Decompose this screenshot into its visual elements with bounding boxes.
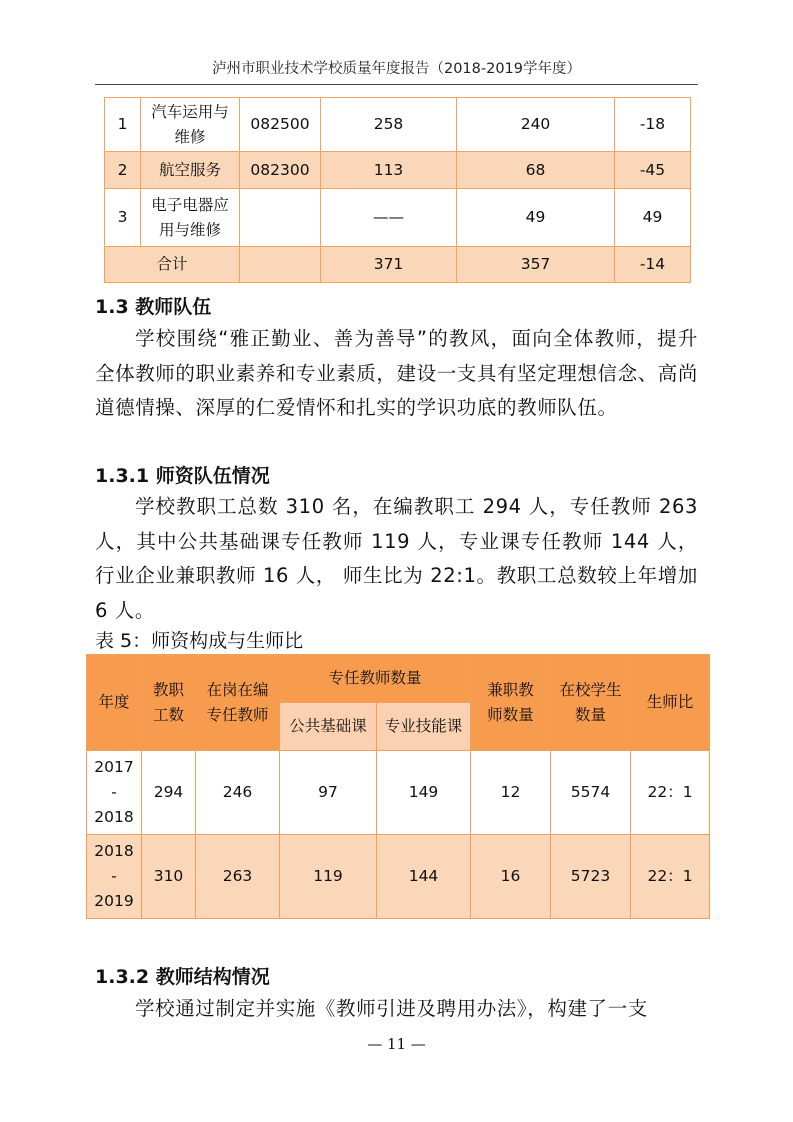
header-fulltime: [196, 655, 280, 751]
header-line: 数量: [575, 705, 607, 724]
cell-skill: 144: [377, 835, 471, 919]
paragraph-text: 学校围绕“雅正勤业、善为善导”的教风，面向全体教师，提升全体教师的职业素养和专业素质，建设一支具有坚定理想信念、高尚道德情操、深厚的仁爱情怀和扎实的学识功底的教师队伍。: [95, 327, 699, 419]
cell-ratio: 22：1: [631, 751, 710, 835]
cell-no: 1: [105, 98, 141, 152]
cell-major-name-line: 维修: [174, 127, 206, 146]
cell-value-a: 113: [321, 152, 457, 189]
cell-diff: -45: [615, 152, 691, 189]
cell-students: 5574: [551, 751, 631, 835]
page-header: 泸州市职业技术学校质量年度报告（2018-2019学年度）: [95, 58, 698, 85]
cell-parttime: 16: [471, 835, 551, 919]
section-heading: 1.3.2 教师结构情况: [95, 966, 270, 988]
header-line: 专任教师: [206, 705, 269, 724]
cell-major-name-line: 用与维修: [158, 220, 221, 239]
table-row: [105, 189, 691, 247]
cell-value-b: 49: [457, 189, 615, 247]
header-line: 工数: [152, 705, 184, 724]
cell-code: 082500: [240, 98, 321, 152]
section-heading: 1.3.1 师资队伍情况: [95, 465, 270, 487]
majors-table: [104, 97, 691, 283]
cell-fulltime: 263: [196, 835, 280, 919]
cell-value-a: ——: [321, 189, 457, 247]
cell-value-b: 357: [457, 247, 615, 283]
cell-staff: 310: [142, 835, 196, 919]
cell-staff: 294: [142, 751, 196, 835]
cell-no: 2: [105, 152, 141, 189]
year-line: -: [111, 867, 117, 885]
header-fulltime-group: 专任教师数量: [280, 655, 471, 703]
cell-value-a: 371: [321, 247, 457, 283]
cell-value-b: 240: [457, 98, 615, 152]
header-line: 教职: [152, 680, 184, 699]
cell-diff: -18: [615, 98, 691, 152]
cell-public: 119: [280, 835, 377, 919]
page-number: — 11 —: [367, 1035, 426, 1053]
cell-code: 082300: [240, 152, 321, 189]
table-row: [105, 98, 691, 152]
cell-diff: -14: [615, 247, 691, 283]
year-line: 2018: [94, 842, 134, 860]
cell-no: 3: [105, 189, 141, 247]
header-skill: 专业技能课: [377, 703, 471, 751]
header-ratio: 生师比: [631, 655, 710, 751]
cell-year: [87, 751, 142, 835]
cell-value-a: 258: [321, 98, 457, 152]
section-heading: 1.3 教师队伍: [95, 296, 212, 318]
table-header-row: [87, 655, 710, 703]
cell-value-b: 68: [457, 152, 615, 189]
cell-code: [240, 189, 321, 247]
cell-diff: 49: [615, 189, 691, 247]
total-row: [105, 247, 691, 283]
staff-composition-table: [86, 654, 710, 919]
year-line: 2018: [94, 808, 134, 826]
header-students: [551, 655, 631, 751]
header-line: 在校学生: [559, 680, 622, 699]
header-year: 年度: [87, 655, 142, 751]
table-row: [105, 152, 691, 189]
section-paragraph: [95, 322, 698, 426]
year-line: 2019: [94, 892, 134, 910]
cell-fulltime: 246: [196, 751, 280, 835]
paragraph-text: 学校通过制定并实施《教师引进及聘用办法》，构建了一支: [135, 997, 648, 1020]
cell-major-name: [141, 189, 240, 247]
table-row: [87, 835, 710, 919]
cell-parttime: 12: [471, 751, 551, 835]
cell-code: [240, 247, 321, 283]
paragraph-text: 学校教职工总数 310 名，在编教职工 294 人，专任教师 263 人，其中公共基础课专任教师 119 人，专业课专任教师 144 人，行业企业兼职教师 16 人， 师生比为 22:1。教职工总数较上年增加 6 人。: [95, 495, 698, 622]
cell-major-name-line: 电子电器应: [151, 195, 229, 214]
section-paragraph: [95, 992, 698, 1027]
section-paragraph: [95, 490, 698, 628]
cell-ratio: 22：1: [631, 835, 710, 919]
cell-major-name: 航空服务: [141, 152, 240, 189]
table-row: [87, 751, 710, 835]
cell-public: 97: [280, 751, 377, 835]
header-line: 在岗在编: [206, 680, 269, 699]
table-caption: 表 5：师资构成与生师比: [95, 630, 304, 652]
year-line: -: [111, 783, 117, 801]
header-parttime: [471, 655, 551, 751]
header-line: 师数量: [487, 705, 534, 724]
cell-skill: 149: [377, 751, 471, 835]
header-public: 公共基础课: [280, 703, 377, 751]
cell-total-label: 合计: [105, 247, 240, 283]
cell-students: 5723: [551, 835, 631, 919]
header-staff: [142, 655, 196, 751]
cell-major-name: [141, 98, 240, 152]
header-line: 兼职教: [487, 680, 534, 699]
cell-year: [87, 835, 142, 919]
cell-major-name-line: 汽车运用与: [151, 102, 229, 121]
year-line: 2017: [94, 758, 134, 776]
